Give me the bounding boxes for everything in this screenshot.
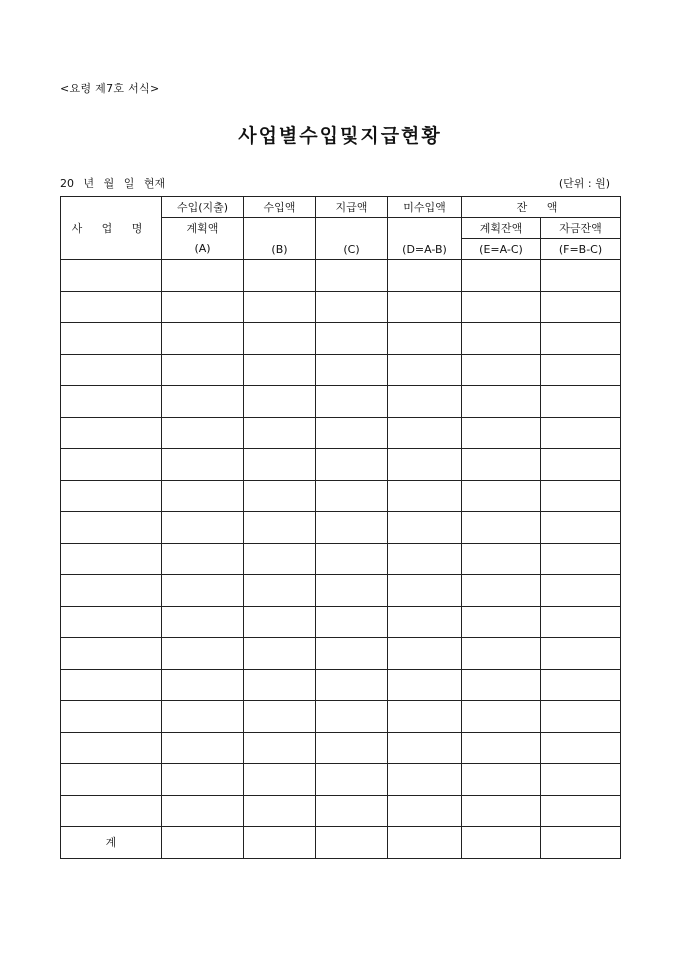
table-cell[interactable] — [316, 417, 388, 449]
table-cell[interactable] — [388, 291, 462, 323]
table-cell[interactable] — [244, 291, 316, 323]
table-cell[interactable] — [244, 386, 316, 418]
table-cell[interactable] — [316, 638, 388, 670]
table-cell[interactable] — [316, 480, 388, 512]
page-title: 사업별수입및지급현황 — [238, 125, 442, 147]
total-cell[interactable] — [462, 827, 541, 859]
table-cell[interactable] — [162, 764, 244, 796]
table-row — [61, 260, 621, 292]
table-row — [61, 606, 621, 638]
table-cell[interactable] — [541, 354, 621, 386]
table-cell[interactable] — [388, 606, 462, 638]
table-cell[interactable] — [316, 701, 388, 733]
table-cell[interactable] — [541, 795, 621, 827]
table-row — [61, 386, 621, 418]
table-cell[interactable] — [462, 795, 541, 827]
table-cell[interactable] — [61, 764, 162, 796]
table-cell[interactable] — [462, 701, 541, 733]
table-cell[interactable] — [316, 512, 388, 544]
table-cell[interactable] — [541, 386, 621, 418]
table-cell[interactable] — [462, 575, 541, 607]
table-cell[interactable] — [162, 449, 244, 481]
table-cell[interactable] — [244, 795, 316, 827]
table-cell[interactable] — [61, 323, 162, 355]
table-cell[interactable] — [541, 543, 621, 575]
table-cell[interactable] — [61, 575, 162, 607]
table-cell[interactable] — [541, 575, 621, 607]
income-payment-table — [60, 196, 621, 859]
table-cell[interactable] — [541, 764, 621, 796]
table-cell[interactable] — [244, 764, 316, 796]
table-cell[interactable] — [244, 417, 316, 449]
table-cell[interactable] — [61, 669, 162, 701]
table-cell[interactable] — [162, 417, 244, 449]
table-cell[interactable] — [162, 732, 244, 764]
header-income-plan-1: 수입(지출) — [162, 197, 244, 218]
table-cell[interactable] — [462, 291, 541, 323]
table-cell[interactable] — [162, 701, 244, 733]
table-cell[interactable] — [61, 260, 162, 292]
table-cell[interactable] — [462, 449, 541, 481]
table-row — [61, 417, 621, 449]
total-label: 계 — [61, 827, 162, 859]
table-cell[interactable] — [316, 764, 388, 796]
header-balance: 잔 액 — [462, 197, 621, 218]
header-plan-balance-1: 계획잔액 — [462, 218, 541, 239]
table-cell[interactable] — [61, 480, 162, 512]
total-cell[interactable] — [162, 827, 244, 859]
table-cell[interactable] — [388, 386, 462, 418]
table-cell[interactable] — [388, 638, 462, 670]
table-cell[interactable] — [462, 638, 541, 670]
unit-label: (단위 : 원) — [558, 177, 610, 190]
table-cell[interactable] — [61, 795, 162, 827]
table-cell[interactable] — [244, 354, 316, 386]
table-cell[interactable] — [162, 512, 244, 544]
table-cell[interactable] — [244, 606, 316, 638]
table-cell[interactable] — [162, 669, 244, 701]
table-cell[interactable] — [541, 606, 621, 638]
table-cell[interactable] — [162, 638, 244, 670]
table-row — [61, 480, 621, 512]
form-number: <요령 제7호 서식> — [60, 82, 160, 95]
table-row — [61, 323, 621, 355]
table-row — [61, 764, 621, 796]
table-cell[interactable] — [244, 669, 316, 701]
table-cell[interactable] — [244, 449, 316, 481]
table-cell[interactable] — [541, 480, 621, 512]
table-cell[interactable] — [61, 449, 162, 481]
table-cell[interactable] — [244, 543, 316, 575]
table-cell[interactable] — [388, 795, 462, 827]
table-cell[interactable] — [316, 260, 388, 292]
header-payment-1: 지급액 — [316, 197, 388, 218]
header-plan-balance-2: (E=A-C) — [462, 239, 541, 260]
table-cell[interactable] — [462, 480, 541, 512]
table-cell[interactable] — [316, 795, 388, 827]
table-cell[interactable] — [244, 323, 316, 355]
table-cell[interactable] — [244, 638, 316, 670]
table-cell[interactable] — [462, 732, 541, 764]
table-cell[interactable] — [462, 260, 541, 292]
table-cell[interactable] — [462, 543, 541, 575]
table-cell[interactable] — [388, 701, 462, 733]
table-cell[interactable] — [316, 354, 388, 386]
table-cell[interactable] — [388, 543, 462, 575]
header-fund-balance-2: (F=B-C) — [541, 239, 621, 260]
header-income-plan-2: 계획액 — [162, 218, 244, 239]
table-cell[interactable] — [388, 480, 462, 512]
table-cell[interactable] — [244, 512, 316, 544]
table-cell[interactable] — [388, 449, 462, 481]
table-row — [61, 543, 621, 575]
table-row — [61, 354, 621, 386]
table-cell[interactable] — [162, 386, 244, 418]
table-cell[interactable] — [162, 260, 244, 292]
table-cell[interactable] — [541, 449, 621, 481]
table-cell[interactable] — [462, 512, 541, 544]
table-cell[interactable] — [388, 732, 462, 764]
table-cell[interactable] — [316, 323, 388, 355]
table-cell[interactable] — [316, 606, 388, 638]
table-cell[interactable] — [244, 260, 316, 292]
header-fund-balance-1: 자금잔액 — [541, 218, 621, 239]
table-cell[interactable] — [541, 701, 621, 733]
table-row — [61, 795, 621, 827]
table-cell[interactable] — [61, 606, 162, 638]
table-cell[interactable] — [541, 260, 621, 292]
table-cell[interactable] — [162, 323, 244, 355]
header-payment-2: (C) — [316, 218, 388, 260]
table-cell[interactable] — [244, 732, 316, 764]
table-cell[interactable] — [388, 669, 462, 701]
table-cell[interactable] — [316, 386, 388, 418]
table-row — [61, 449, 621, 481]
table-cell[interactable] — [162, 543, 244, 575]
table-cell[interactable] — [162, 606, 244, 638]
table-cell[interactable] — [316, 575, 388, 607]
table-cell[interactable] — [462, 417, 541, 449]
total-cell[interactable] — [388, 827, 462, 859]
table-cell[interactable] — [388, 575, 462, 607]
table-cell[interactable] — [462, 354, 541, 386]
total-cell[interactable] — [244, 827, 316, 859]
table-row — [61, 638, 621, 670]
table-cell[interactable] — [162, 575, 244, 607]
table-cell[interactable] — [61, 291, 162, 323]
table-cell[interactable] — [541, 669, 621, 701]
header-unreceived-2: (D=A-B) — [388, 218, 462, 260]
table-cell[interactable] — [462, 323, 541, 355]
table-cell[interactable] — [388, 512, 462, 544]
table-cell[interactable] — [61, 417, 162, 449]
date-line: 20 년 월 일 현재 — [60, 177, 166, 190]
table-cell[interactable] — [388, 260, 462, 292]
header-unreceived-1: 미수입액 — [388, 197, 462, 218]
table-cell[interactable] — [61, 732, 162, 764]
table-row — [61, 512, 621, 544]
table-row — [61, 291, 621, 323]
table-row — [61, 669, 621, 701]
table-cell[interactable] — [162, 480, 244, 512]
table-cell[interactable] — [541, 512, 621, 544]
table-cell[interactable] — [316, 291, 388, 323]
total-cell[interactable] — [316, 827, 388, 859]
header-project-name: 사 업 명 — [61, 197, 162, 260]
total-row — [61, 827, 621, 859]
table-row — [61, 575, 621, 607]
table-cell[interactable] — [61, 543, 162, 575]
table-cell[interactable] — [388, 764, 462, 796]
table-cell[interactable] — [316, 449, 388, 481]
table-cell[interactable] — [541, 638, 621, 670]
table-cell[interactable] — [316, 543, 388, 575]
table-cell[interactable] — [462, 386, 541, 418]
table-cell[interactable] — [61, 512, 162, 544]
table-cell[interactable] — [162, 291, 244, 323]
table-cell[interactable] — [462, 764, 541, 796]
header-income-plan-3: (A) — [162, 239, 244, 260]
table-cell[interactable] — [541, 323, 621, 355]
table-row — [61, 701, 621, 733]
table-cell[interactable] — [388, 354, 462, 386]
table-cell[interactable] — [61, 638, 162, 670]
table-cell[interactable] — [462, 669, 541, 701]
header-income-2: (B) — [244, 218, 316, 260]
table-cell[interactable] — [541, 291, 621, 323]
table-cell[interactable] — [61, 701, 162, 733]
table-cell[interactable] — [462, 606, 541, 638]
total-cell[interactable] — [541, 827, 621, 859]
table-cell[interactable] — [162, 354, 244, 386]
table-cell[interactable] — [541, 417, 621, 449]
table-cell[interactable] — [541, 732, 621, 764]
table-row — [61, 732, 621, 764]
table-cell[interactable] — [162, 795, 244, 827]
table-cell[interactable] — [244, 701, 316, 733]
table-cell[interactable] — [244, 575, 316, 607]
table-cell[interactable] — [61, 354, 162, 386]
header-income-1: 수입액 — [244, 197, 316, 218]
table-cell[interactable] — [244, 480, 316, 512]
table-cell[interactable] — [316, 732, 388, 764]
table-cell[interactable] — [388, 417, 462, 449]
table-cell[interactable] — [61, 386, 162, 418]
table-body — [61, 260, 621, 859]
table-cell[interactable] — [388, 323, 462, 355]
table-cell[interactable] — [316, 669, 388, 701]
